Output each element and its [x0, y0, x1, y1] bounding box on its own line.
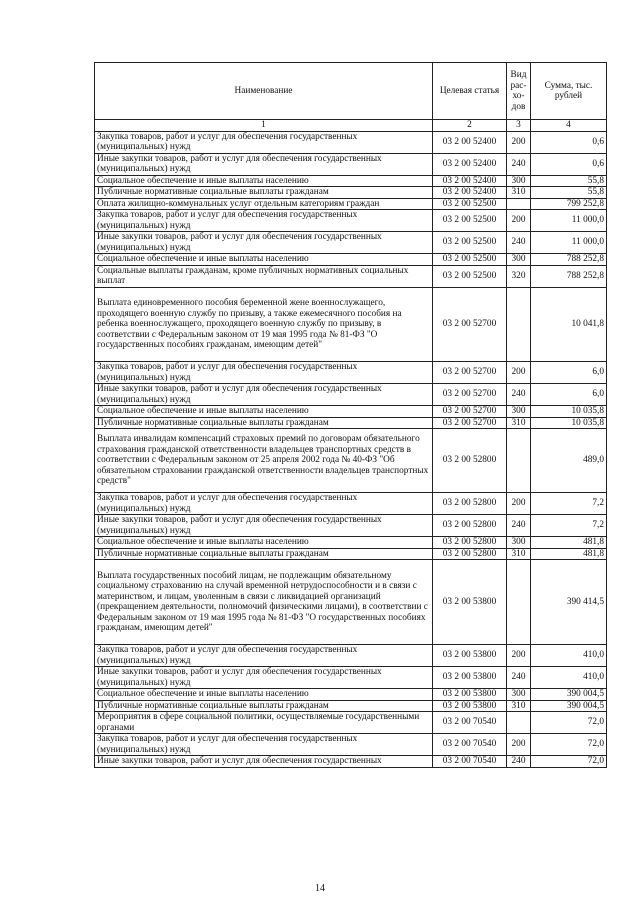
row-sum: 55,8	[531, 175, 607, 187]
row-sum: 410,0	[531, 667, 607, 689]
table-row	[95, 362, 607, 384]
row-sum: 481,8	[531, 537, 607, 549]
row-sum: 10 035,8	[531, 406, 607, 418]
budget-table	[94, 62, 607, 768]
row-vid: 310	[507, 700, 531, 712]
row-name: Иные закупки товаров, работ и услуг для обеспечения государственных (муниципальных) нужд	[95, 515, 433, 537]
table-row	[95, 645, 607, 667]
row-code: 03 2 00 52500	[433, 265, 507, 287]
row-code: 03 2 00 52700	[433, 287, 507, 362]
table-row	[95, 493, 607, 515]
row-code: 03 2 00 70540	[433, 756, 507, 768]
row-vid	[507, 198, 531, 210]
row-code: 03 2 00 52800	[433, 429, 507, 493]
row-code: 03 2 00 52500	[433, 210, 507, 232]
table-header-row	[95, 63, 607, 120]
row-vid: 240	[507, 515, 531, 537]
row-code: 03 2 00 52500	[433, 254, 507, 266]
row-name: Закупка товаров, работ и услуг для обеспечения государственных (муниципальных) нужд	[95, 645, 433, 667]
row-vid: 240	[507, 756, 531, 768]
row-sum: 390 004,5	[531, 700, 607, 712]
row-sum: 788 252,8	[531, 254, 607, 266]
row-code: 03 2 00 53800	[433, 667, 507, 689]
table-row	[95, 429, 607, 493]
table-row	[95, 198, 607, 210]
header-name: Наименование	[95, 63, 433, 120]
row-name: Публичные нормативные социальные выплаты гражданам	[95, 700, 433, 712]
row-sum: 72,0	[531, 712, 607, 734]
row-name: Выплата инвалидам компенсаций страховых премий по договорам обязательного страхования гражданской ответственности владельцев транспортных средств в соответствии с Федеральным законом от 25 апреля 2002 года № 40-ФЗ "Об обязательном страховании гражданской ответственности владельцев транспортных средств"	[95, 429, 433, 493]
row-name: Выплата государственных пособий лицам, не подлежащим обязательному социальному страхованию на случай временной нетрудоспособности и в связи с материнством, и лицам, уволенным в связи с ликвидацией организаций (прекращением деятельности, полномочий физическими лицами), в соответствии с Федеральным законом от 19 мая 1995 года № 81-ФЗ "О государственных пособиях гражданам, имеющим детей"	[95, 560, 433, 645]
row-name: Закупка товаров, работ и услуг для обеспечения государственных (муниципальных) нужд	[95, 362, 433, 384]
row-sum: 390 414,5	[531, 560, 607, 645]
row-code: 03 2 00 53800	[433, 645, 507, 667]
column-number-row	[95, 120, 607, 132]
row-vid: 240	[507, 153, 531, 175]
row-vid	[507, 560, 531, 645]
row-sum: 72,0	[531, 734, 607, 756]
table-row	[95, 417, 607, 429]
row-vid: 300	[507, 254, 531, 266]
row-code: 03 2 00 52800	[433, 515, 507, 537]
row-code: 03 2 00 52400	[433, 153, 507, 175]
row-name: Выплата единовременного пособия беременной жене военнослужащего, проходящего военную службу по призыву, а также ежемесячного пособия на ребенка военнослужащего, проходящего военную службу по призыву, в соответствии с Федеральным законом от 19 мая 1995 года № 81-ФЗ "О государственных пособиях гражданам, имеющим детей"	[95, 287, 433, 362]
table-row	[95, 254, 607, 266]
row-name: Закупка товаров, работ и услуг для обеспечения государственных (муниципальных) нужд	[95, 210, 433, 232]
row-sum: 7,2	[531, 493, 607, 515]
table-row	[95, 384, 607, 406]
row-sum: 11 000,0	[531, 232, 607, 254]
table-row	[95, 712, 607, 734]
row-name: Закупка товаров, работ и услуг для обеспечения государственных (муниципальных) нужд	[95, 493, 433, 515]
row-code: 03 2 00 70540	[433, 734, 507, 756]
page-number: 14	[315, 883, 325, 894]
row-code: 03 2 00 52800	[433, 537, 507, 549]
row-name: Социальное обеспечение и иные выплаты населению	[95, 689, 433, 701]
row-code: 03 2 00 53800	[433, 689, 507, 701]
row-vid: 200	[507, 734, 531, 756]
row-code: 03 2 00 52500	[433, 232, 507, 254]
row-vid: 310	[507, 187, 531, 199]
row-code: 03 2 00 53800	[433, 700, 507, 712]
row-sum: 788 252,8	[531, 265, 607, 287]
row-name: Закупка товаров, работ и услуг для обеспечения государственных (муниципальных) нужд	[95, 734, 433, 756]
row-vid: 200	[507, 645, 531, 667]
row-sum: 55,8	[531, 187, 607, 199]
row-name: Иные закупки товаров, работ и услуг для обеспечения государственных (муниципальных) нужд	[95, 384, 433, 406]
row-name: Социальное обеспечение и иные выплаты населению	[95, 537, 433, 549]
row-vid: 300	[507, 537, 531, 549]
table-row	[95, 537, 607, 549]
row-code: 03 2 00 52800	[433, 493, 507, 515]
table-row	[95, 560, 607, 645]
row-code: 03 2 00 52400	[433, 187, 507, 199]
row-code: 03 2 00 52800	[433, 548, 507, 560]
row-vid: 240	[507, 232, 531, 254]
row-sum: 410,0	[531, 645, 607, 667]
row-vid: 200	[507, 210, 531, 232]
row-name: Публичные нормативные социальные выплаты гражданам	[95, 417, 433, 429]
row-code: 03 2 00 52700	[433, 417, 507, 429]
row-sum: 0,6	[531, 153, 607, 175]
table-row	[95, 153, 607, 175]
row-code: 03 2 00 52700	[433, 406, 507, 418]
table-row	[95, 187, 607, 199]
row-sum: 6,0	[531, 362, 607, 384]
table-row	[95, 515, 607, 537]
row-code: 03 2 00 53800	[433, 560, 507, 645]
row-vid: 320	[507, 265, 531, 287]
header-vid: Вид рас-хо-дов	[507, 63, 531, 120]
row-code: 03 2 00 70540	[433, 712, 507, 734]
row-sum: 6,0	[531, 384, 607, 406]
row-name: Социальное обеспечение и иные выплаты населению	[95, 406, 433, 418]
row-name: Социальные выплаты гражданам, кроме публичных нормативных социальных выплат	[95, 265, 433, 287]
column-number: 1	[95, 120, 433, 132]
row-vid: 240	[507, 667, 531, 689]
table-body	[95, 131, 607, 767]
column-number: 4	[531, 120, 607, 132]
row-sum: 799 252,8	[531, 198, 607, 210]
row-name: Иные закупки товаров, работ и услуг для обеспечения государственных (муниципальных) нужд	[95, 153, 433, 175]
row-name: Оплата жилищно-коммунальных услуг отдельным категориям граждан	[95, 198, 433, 210]
row-sum: 7,2	[531, 515, 607, 537]
row-vid: 200	[507, 493, 531, 515]
row-name: Иные закупки товаров, работ и услуг для обеспечения государственных (муниципальных) нужд	[95, 232, 433, 254]
row-vid: 240	[507, 384, 531, 406]
table-row	[95, 265, 607, 287]
header-sum: Сумма, тыс. рублей	[531, 63, 607, 120]
row-vid	[507, 429, 531, 493]
column-number: 2	[433, 120, 507, 132]
table-row	[95, 548, 607, 560]
row-sum: 10 041,8	[531, 287, 607, 362]
row-name: Социальное обеспечение и иные выплаты населению	[95, 254, 433, 266]
document-sheet	[94, 62, 607, 768]
row-sum: 481,8	[531, 548, 607, 560]
row-vid	[507, 712, 531, 734]
row-name: Иные закупки товаров, работ и услуг для обеспечения государственных (муниципальных) нужд	[95, 667, 433, 689]
table-row	[95, 175, 607, 187]
row-vid: 310	[507, 417, 531, 429]
row-vid: 300	[507, 175, 531, 187]
row-name: Закупка товаров, работ и услуг для обеспечения государственных (муниципальных) нужд	[95, 131, 433, 153]
row-vid	[507, 287, 531, 362]
row-vid: 200	[507, 131, 531, 153]
row-vid: 310	[507, 548, 531, 560]
table-row	[95, 700, 607, 712]
row-sum: 72,0	[531, 756, 607, 768]
row-name: Иные закупки товаров, работ и услуг для обеспечения государственных	[95, 756, 433, 768]
row-vid: 300	[507, 406, 531, 418]
row-vid: 200	[507, 362, 531, 384]
table-row	[95, 734, 607, 756]
table-row	[95, 406, 607, 418]
table-row	[95, 667, 607, 689]
row-name: Социальное обеспечение и иные выплаты населению	[95, 175, 433, 187]
row-sum: 0,6	[531, 131, 607, 153]
table-row	[95, 756, 607, 768]
row-vid: 300	[507, 689, 531, 701]
row-code: 03 2 00 52700	[433, 362, 507, 384]
header-code: Целевая статья	[433, 63, 507, 120]
row-name: Мероприятия в сфере социальной политики, осуществляемые государственными органами	[95, 712, 433, 734]
row-sum: 390 004,5	[531, 689, 607, 701]
row-code: 03 2 00 52700	[433, 384, 507, 406]
row-code: 03 2 00 52400	[433, 131, 507, 153]
row-code: 03 2 00 52500	[433, 198, 507, 210]
row-name: Публичные нормативные социальные выплаты гражданам	[95, 548, 433, 560]
table-row	[95, 210, 607, 232]
row-name: Публичные нормативные социальные выплаты гражданам	[95, 187, 433, 199]
column-number: 3	[507, 120, 531, 132]
table-row	[95, 689, 607, 701]
row-sum: 489,0	[531, 429, 607, 493]
table-row	[95, 232, 607, 254]
table-row	[95, 131, 607, 153]
row-code: 03 2 00 52400	[433, 175, 507, 187]
row-sum: 10 035,8	[531, 417, 607, 429]
row-sum: 11 000,0	[531, 210, 607, 232]
table-row	[95, 287, 607, 362]
